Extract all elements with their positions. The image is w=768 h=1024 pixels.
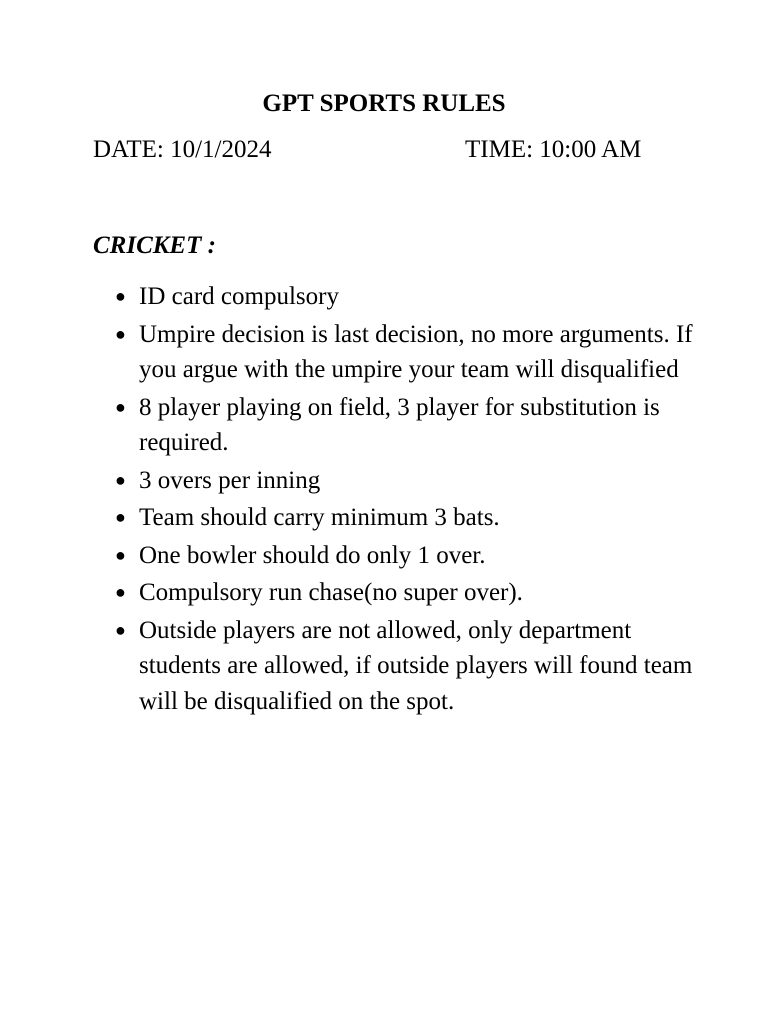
- rules-list: [115, 279, 699, 721]
- rule-text: 8 player playing on field, 3 player for substitution is required.: [139, 393, 660, 456]
- bullet-icon: ●: [115, 286, 126, 306]
- rule-text: Team should carry minimum 3 bats.: [139, 504, 500, 531]
- rule-item: [115, 575, 699, 611]
- rule-text: One bowler should do only 1 over.: [139, 541, 486, 569]
- rule-text: Compulsory run chase(no super over).: [139, 579, 523, 606]
- rule-item: [115, 463, 699, 499]
- bullet-icon: ●: [115, 469, 126, 490]
- rule-text: ID card compulsory: [139, 283, 339, 310]
- section-heading-cricket: CRICKET :: [93, 232, 216, 259]
- rule-item: [115, 613, 699, 720]
- bullet-icon: ●: [115, 507, 126, 527]
- rule-item: [115, 390, 699, 461]
- rule-text: Outside players are not allowed, only department students are allowed, if outside players will found team will be disqualified on the spot.: [139, 616, 693, 715]
- rule-item: [115, 538, 699, 574]
- bullet-icon: ●: [115, 582, 126, 602]
- date-time-row: [93, 134, 673, 166]
- bullet-icon: ●: [115, 396, 126, 417]
- date-label: DATE: 10/1/2024: [93, 136, 272, 163]
- time-label: TIME: 10:00 AM: [465, 136, 642, 163]
- bullet-icon: ●: [115, 323, 126, 344]
- bullet-icon: ●: [115, 619, 126, 640]
- rule-text: Umpire decision is last decision, no more arguments. If you argue with the umpire your team will disqualified: [139, 320, 693, 383]
- rule-text: 3 overs per inning: [139, 466, 321, 494]
- bullet-icon: ●: [115, 544, 126, 565]
- rule-item: [115, 500, 699, 536]
- rule-item: [115, 279, 699, 315]
- document-title: GPT SPORTS RULES: [262, 90, 506, 117]
- rule-item: [115, 317, 699, 388]
